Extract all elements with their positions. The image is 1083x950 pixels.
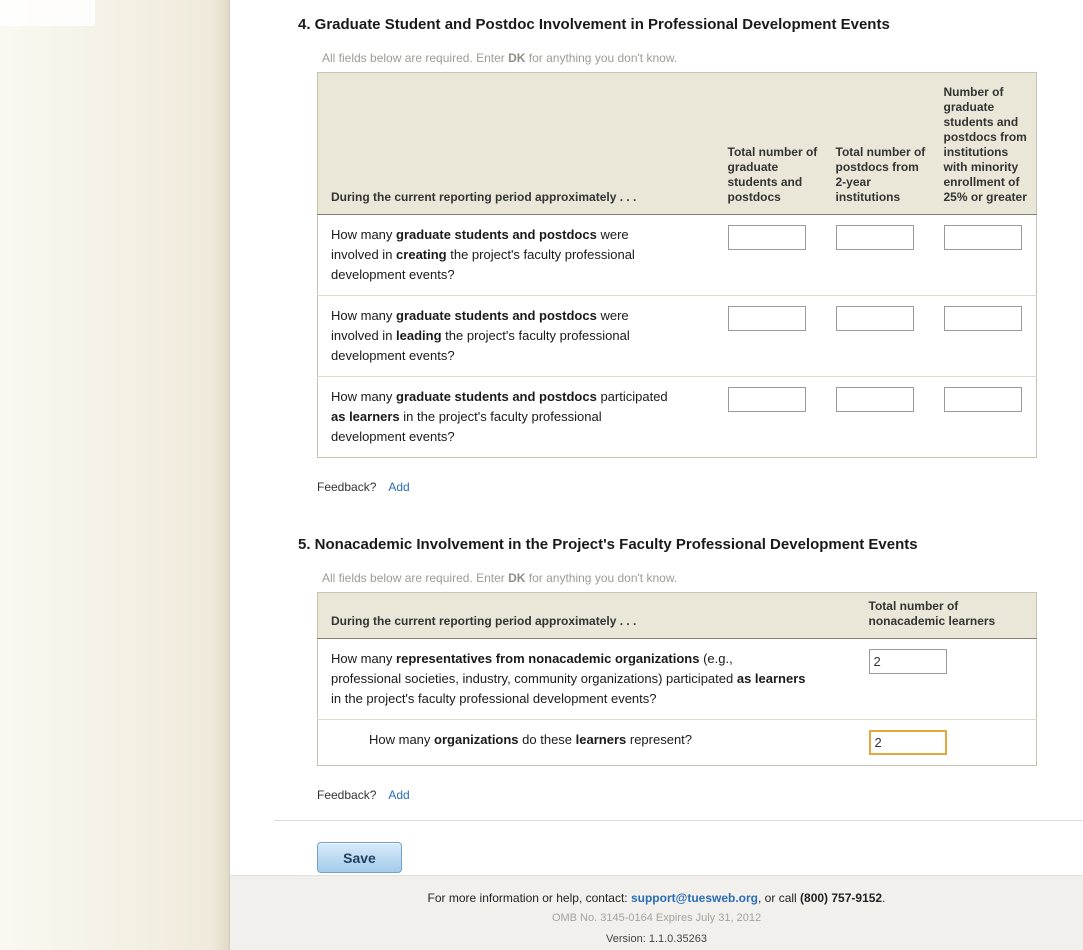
nonacad-table-header-row [318,593,1037,639]
footer-contact-middle: , or call [758,891,801,905]
input-cell [936,377,1037,458]
question-leading: How many graduate students and postdocs were involved in leading the project's faculty professional development events? [331,308,630,363]
header-total-grad-postdocs: Total number of graduate students and postdocs [720,73,828,215]
save-button[interactable]: Save [317,842,402,873]
table-row-learners [318,377,1037,458]
required-note-4 [322,51,1083,65]
input-cell [936,215,1037,296]
divider [274,820,1083,821]
feedback-add-link-5[interactable]: Add [388,788,410,802]
footer-contact-suffix: . [882,891,886,905]
footer-contact-text: For more information or help, contact: [427,891,631,905]
question-cell [318,215,720,296]
input-nonacademic-learners[interactable] [869,649,947,674]
table-row-organizations [318,720,1037,766]
feedback-label-5: Feedback? [317,788,377,802]
input-leading-total-grad[interactable] [728,306,806,331]
header-minority-institutions: Number of graduate students and postdocs from institutions with minority enrollment of 25% or greater [936,73,1037,215]
section-4-heading: 4. Graduate Student and Postdoc Involvement in Professional Development Events [298,16,890,33]
grad-postdoc-table [317,72,1037,458]
input-organizations-count[interactable] [869,730,947,755]
support-email-link[interactable]: support@tuesweb.org [630,891,759,905]
required-note-5 [322,571,1083,585]
feedback-add-link-4[interactable]: Add [388,480,410,494]
required-note-text-2: for anything you don't know. [525,571,678,585]
form-content [230,0,1083,802]
required-note-text: All fields below are required. Enter [322,51,509,65]
sidebar [0,0,230,950]
sidebar-highlight [0,0,95,26]
table-row-nonacademic-learners [318,639,1037,720]
header-reporting-period: During the current reporting period approximately . . . [318,73,720,215]
table-row-creating [318,215,1037,296]
feedback-label-4: Feedback? [317,480,377,494]
input-creating-minority-inst[interactable] [944,225,1022,250]
input-leading-minority-inst[interactable] [944,306,1022,331]
footer [230,875,1083,950]
header-nonacademic-learners: Total number of nonacademic learners [851,593,1037,639]
input-cell [936,296,1037,377]
input-creating-postdocs-2year[interactable] [836,225,914,250]
question-cell [318,296,720,377]
input-learners-total-grad[interactable] [728,387,806,412]
required-note-text: All fields below are required. Enter [322,571,509,585]
question-creating: How many graduate students and postdocs were involved in creating the project's faculty professional development events? [331,227,635,282]
input-cell [720,377,828,458]
header-reporting-period-5: During the current reporting period approximately . . . [318,593,851,639]
input-cell [828,377,936,458]
input-learners-postdocs-2year[interactable] [836,387,914,412]
question-cell [318,720,851,766]
question-cell [318,639,851,720]
footer-version: Version: 1.1.0.35263 [606,933,707,945]
input-cell [851,639,1037,720]
required-note-dk: DK [508,571,526,585]
input-creating-total-grad[interactable] [728,225,806,250]
input-cell [720,296,828,377]
section-5-heading: 5. Nonacademic Involvement in the Project's Faculty Professional Development Events [298,536,918,553]
feedback-section-5 [317,788,1083,802]
grad-table-header-row [318,73,1037,215]
footer-omb: OMB No. 3145-0164 Expires July 31, 2012 [551,912,762,924]
required-note-text-2: for anything you don't know. [525,51,678,65]
input-cell [828,296,936,377]
table-row-leading [318,296,1037,377]
required-note-dk: DK [508,51,526,65]
question-nonacademic-learners: How many representatives from nonacademic organizations (e.g., professional societies, industry, community organizations) participated as learners in the project's faculty professional development events? [331,651,806,706]
input-cell [828,215,936,296]
question-learners: How many graduate students and postdocs participated as learners in the project's faculty professional development events? [331,389,668,444]
feedback-section-4 [317,480,1083,494]
question-cell [318,377,720,458]
nonacademic-table [317,592,1037,766]
header-postdocs-2year: Total number of postdocs from 2-year institutions [828,73,936,215]
footer-phone: (800) 757-9152 [800,891,883,905]
footer-contact-line [230,891,1083,905]
main-content [230,0,1083,875]
input-leading-postdocs-2year[interactable] [836,306,914,331]
input-cell [851,720,1037,766]
input-cell [720,215,828,296]
question-organizations: How many organizations do these learners represent? [369,732,693,747]
save-row [317,842,1083,873]
input-learners-minority-inst[interactable] [944,387,1022,412]
